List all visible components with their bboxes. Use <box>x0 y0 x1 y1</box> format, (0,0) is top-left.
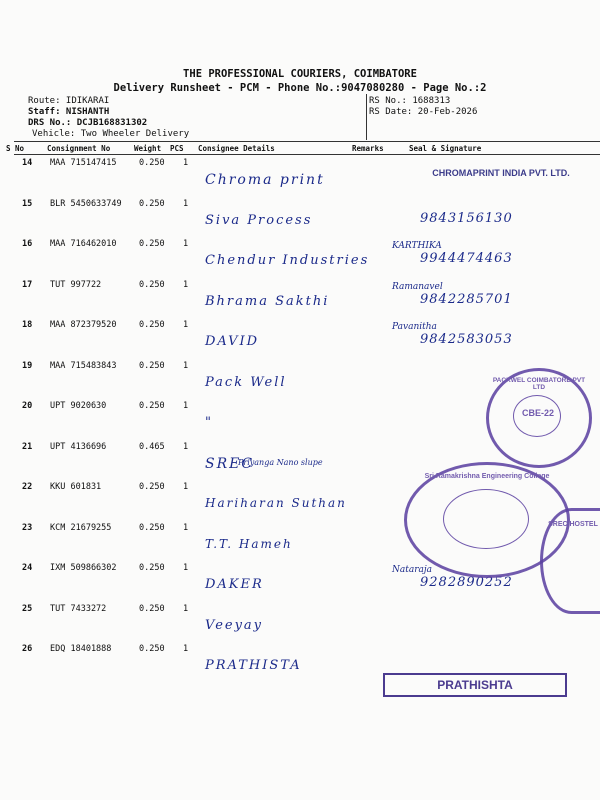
row-consignment: TUT 7433272 <box>50 603 107 614</box>
row-weight: 0.465 <box>139 441 165 452</box>
row-sno: 24 <box>22 563 33 573</box>
row-signature: Pavanitha <box>392 322 437 332</box>
row-consignee: " <box>205 415 213 430</box>
row-consignment: MAA 872379520 <box>50 320 117 330</box>
row-weight: 0.250 <box>139 644 165 654</box>
row-consignee: Pack Well <box>205 374 287 390</box>
rs-number: RS No.: 1688313 <box>369 96 451 106</box>
row-pcs: 1 <box>183 482 189 492</box>
row-sno: 20 <box>22 401 33 411</box>
row-sno: 25 <box>22 603 33 614</box>
row-consignee: Veeyay <box>205 617 264 633</box>
row-pcs: 1 <box>183 239 189 249</box>
row-consignee: Bhrama Sakthi <box>205 293 330 309</box>
row-sno: 18 <box>22 320 33 330</box>
route: Route: IDIKARAI <box>28 96 110 106</box>
col-pcs: PCS <box>170 144 184 153</box>
row-consignee: Chendur Industries <box>205 253 370 268</box>
row-pcs: 1 <box>183 644 189 654</box>
packwell-seal-code: CBE-22 <box>521 408 554 418</box>
row-consignment: KCM 21679255 <box>50 522 112 533</box>
table-row <box>0 318 600 358</box>
table-header-rule <box>14 154 600 155</box>
srec-hostel-seal <box>540 508 600 614</box>
row-phone: 9842285701 <box>420 291 513 307</box>
table-row <box>0 278 600 318</box>
col-sno: S No <box>6 144 25 153</box>
row-consignee: Siva Process <box>205 212 313 228</box>
engineering-college-seal-text: Sri Ramakrishna Engineering College <box>424 473 550 480</box>
row-sno: 16 <box>22 239 33 249</box>
table-row <box>0 602 600 642</box>
table-top-rule <box>14 141 600 142</box>
row-consignment: BLR 5450633749 <box>50 198 122 209</box>
row-consignment: EDQ 18401888 <box>50 644 112 654</box>
row-sno: 14 <box>22 158 33 168</box>
row-phone: 9282890252 <box>420 575 513 590</box>
row-consignee: SREC <box>205 455 255 472</box>
srec-handwritten-note: Priyanga Nano slupe <box>238 458 323 467</box>
row-consignee: DAKER <box>205 577 264 592</box>
header-divider <box>366 94 367 140</box>
row-consignment: UPT 4136696 <box>50 441 107 452</box>
row-sno: 21 <box>22 441 33 452</box>
row-consignment: UPT 9020630 <box>50 401 107 411</box>
row-consignee: DAVID <box>205 334 260 349</box>
row-consignment: IXM 509866302 <box>50 563 117 573</box>
row-weight: 0.250 <box>139 522 165 533</box>
col-weight: Weight <box>134 144 162 153</box>
row-pcs: 1 <box>183 563 189 573</box>
row-pcs: 1 <box>183 603 189 614</box>
row-weight: 0.250 <box>139 239 165 249</box>
row-weight: 0.250 <box>139 563 165 573</box>
srec-hostel-seal-text: SREC HOSTEL <box>548 521 598 528</box>
prathishta-stamp: PRATHISHTA <box>383 673 567 697</box>
row-pcs: 1 <box>183 401 189 411</box>
row-consignee: PRATHISTA <box>205 658 302 673</box>
row-weight: 0.250 <box>139 320 165 330</box>
row-sno: 26 <box>22 644 33 654</box>
packwell-seal <box>486 368 592 468</box>
row-consignment: MAA 716462010 <box>50 239 117 249</box>
row-consignment: MAA 715147415 <box>50 158 117 168</box>
row-sno: 17 <box>22 279 33 290</box>
vehicle: Vehicle: Two Wheeler Delivery <box>32 129 190 139</box>
row-pcs: 1 <box>183 279 189 290</box>
table-row <box>0 197 600 237</box>
row-sno: 23 <box>22 522 33 533</box>
packwell-seal-text: PACKWEL COIMBATORE PVT LTD <box>492 377 586 391</box>
row-pcs: 1 <box>183 441 189 452</box>
row-weight: 0.250 <box>139 482 165 492</box>
row-phone: 9944474463 <box>420 251 513 266</box>
row-weight: 0.250 <box>139 401 165 411</box>
row-pcs: 1 <box>183 360 189 371</box>
rs-date: RS Date: 20-Feb-2026 <box>369 107 478 117</box>
table-row <box>0 237 600 277</box>
row-consignee: Hariharan Suthan <box>205 496 347 510</box>
row-weight: 0.250 <box>139 198 165 209</box>
row-pcs: 1 <box>183 158 189 168</box>
row-signature: KARTHIKA <box>392 241 442 251</box>
row-consignment: TUT 997722 <box>50 279 102 290</box>
drs-number: DRS No.: DCJB168831302 <box>28 118 148 128</box>
row-weight: 0.250 <box>139 360 165 371</box>
col-consignee: Consignee Details <box>198 144 275 153</box>
row-phone: 9842583053 <box>420 332 513 347</box>
row-consignment: MAA 715483843 <box>50 360 117 371</box>
row-consignment: KKU 601831 <box>50 482 102 492</box>
staff: Staff: NISHANTH <box>28 107 110 117</box>
col-seal: Seal & Signature <box>409 144 482 153</box>
document-title: THE PROFESSIONAL COURIERS, COIMBATORE <box>183 68 417 80</box>
chromaprint-stamp: CHROMAPRINT INDIA PVT. LTD. <box>432 168 570 178</box>
row-sno: 15 <box>22 198 33 209</box>
row-sno: 19 <box>22 360 33 371</box>
col-consignment: Consignment No <box>47 144 111 153</box>
row-weight: 0.250 <box>139 603 165 614</box>
row-pcs: 1 <box>183 522 189 533</box>
row-consignee: T.T. Hameh <box>205 536 293 551</box>
row-phone: 9843156130 <box>420 210 513 226</box>
row-signature: Nataraja <box>392 565 433 575</box>
col-remarks: Remarks <box>352 144 384 153</box>
row-signature: Ramanavel <box>392 281 443 292</box>
row-pcs: 1 <box>183 320 189 330</box>
row-consignee: Chroma print <box>205 172 325 188</box>
document-subtitle: Delivery Runsheet - PCM - Phone No.:9047080280 - Page No.:2 <box>113 82 487 94</box>
row-sno: 22 <box>22 482 33 492</box>
row-weight: 0.250 <box>139 158 165 168</box>
row-weight: 0.250 <box>139 279 165 290</box>
row-pcs: 1 <box>183 198 189 209</box>
